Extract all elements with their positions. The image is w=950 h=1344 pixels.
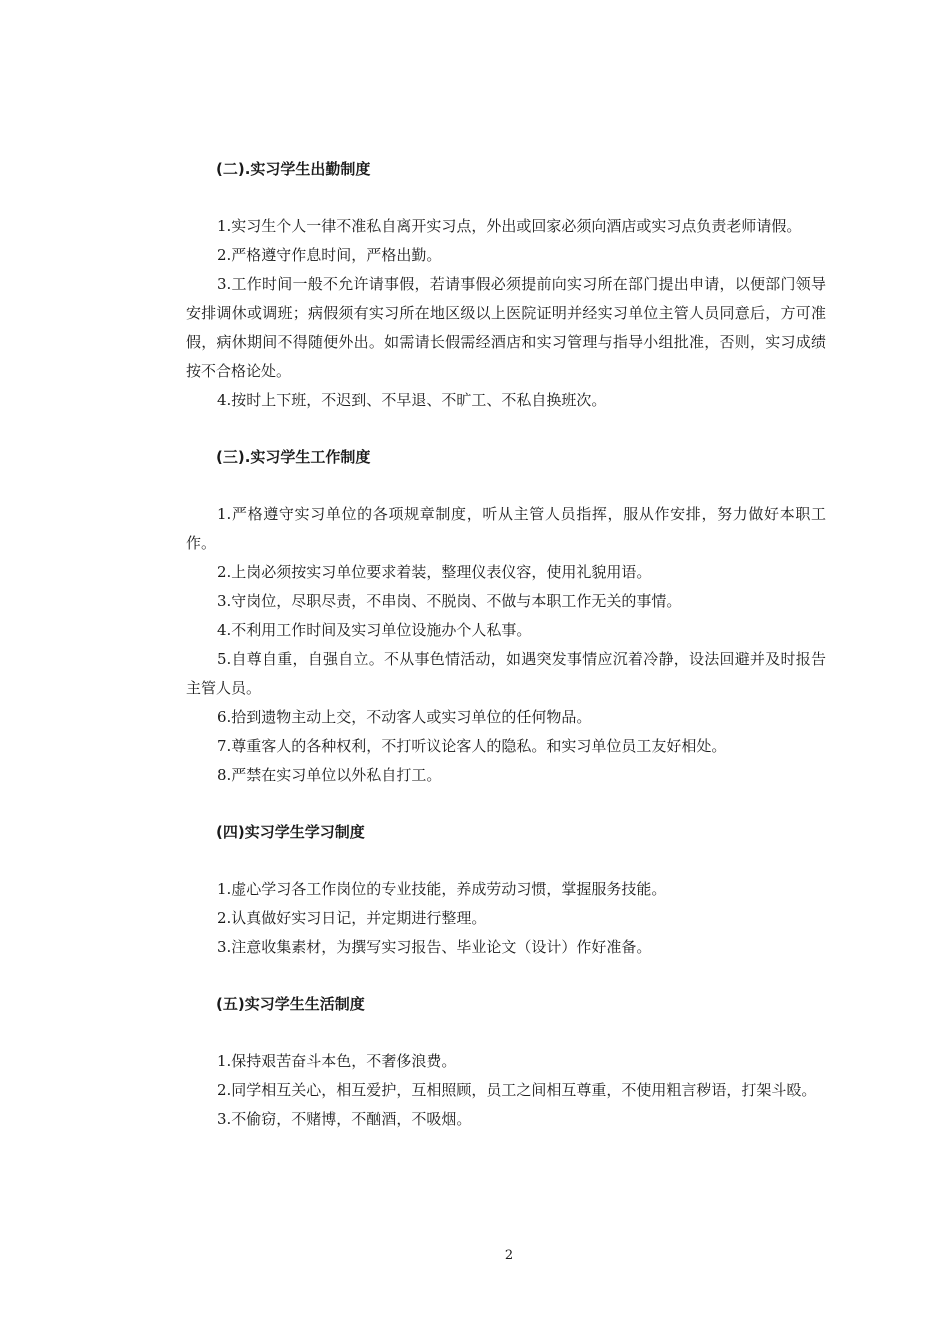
rule-item: 1.保持艰苦奋斗本色，不奢侈浪费。 — [217, 1052, 457, 1070]
section-heading: (二).实习学生出勤制度 — [216, 160, 371, 178]
section-study — [186, 818, 826, 962]
rule-item: 4.按时上下班，不迟到、不早退、不旷工、不私自换班次。 — [217, 391, 607, 409]
rule-item: 2.严格遵守作息时间，严格出勤。 — [217, 246, 442, 264]
rule-item: 3.注意收集素材，为撰写实习报告、毕业论文（设计）作好准备。 — [217, 938, 652, 956]
rule-item: 4.不利用工作时间及实习单位设施办个人私事。 — [217, 621, 532, 639]
section-life — [186, 990, 826, 1134]
section-heading: (三).实习学生工作制度 — [216, 448, 371, 466]
rule-item: 5.自尊自重，自强自立。不从事色情活动，如遇突发事情应沉着冷静，设法回避并及时报告主管人员。 — [186, 650, 826, 697]
page-number: 2 — [504, 1248, 514, 1263]
rule-item: 1.严格遵守实习单位的各项规章制度，听从主管人员指挥，服从作安排，努力做好本职工作。 — [186, 505, 826, 552]
rule-item: 1.实习生个人一律不准私自离开实习点，外出或回家必须向酒店或实习点负责老师请假。 — [217, 217, 802, 235]
section-work — [186, 443, 826, 790]
rule-item: 7.尊重客人的各种权利，不打听议论客人的隐私。和实习单位员工友好相处。 — [217, 737, 727, 755]
rule-item: 3.不偷窃，不赌博，不酗酒，不吸烟。 — [217, 1110, 472, 1128]
section-heading: (五)实习学生生活制度 — [216, 995, 365, 1013]
document-body — [186, 155, 826, 1162]
section-heading: (四)实习学生学习制度 — [216, 823, 365, 841]
rule-item: 3.守岗位，尽职尽责，不串岗、不脱岗、不做与本职工作无关的事情。 — [217, 592, 682, 610]
rule-item: 2.上岗必须按实习单位要求着装，整理仪表仪容，使用礼貌用语。 — [217, 563, 652, 581]
rule-item: 8.严禁在实习单位以外私自打工。 — [217, 766, 442, 784]
rule-item: 2.同学相互关心，相互爱护，互相照顾，员工之间相互尊重，不使用粗言秽语，打架斗殴。 — [217, 1081, 817, 1099]
rule-item: 1.虚心学习各工作岗位的专业技能，养成劳动习惯，掌握服务技能。 — [217, 880, 667, 898]
section-attendance — [186, 155, 826, 415]
rule-item: 6.拾到遗物主动上交，不动客人或实习单位的任何物品。 — [217, 708, 592, 726]
rule-item: 3.工作时间一般不允许请事假，若请事假必须提前向实习所在部门提出申请，以便部门领导安排调休或调班；病假须有实习所在地区级以上医院证明并经实习单位主管人员同意后，方可准假，病休期间不得随便外出。如需请长假需经酒店和实习管理与指导小组批准，否则，实习成绩按不合格论处。 — [186, 275, 826, 380]
rule-item: 2.认真做好实习日记，并定期进行整理。 — [217, 909, 487, 927]
